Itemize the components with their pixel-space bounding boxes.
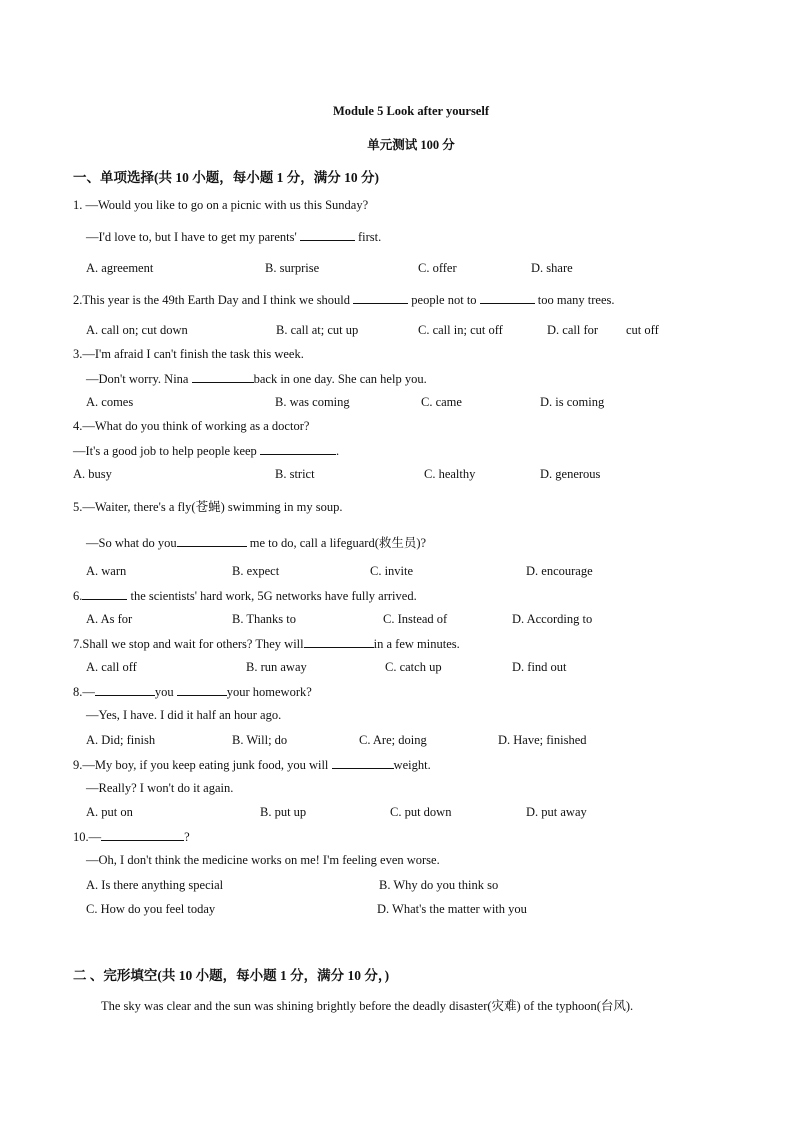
question-4-line-1: 4.—What do you think of working as a doctor? <box>73 419 310 433</box>
question-9-line-2: —Really? I won't do it again. <box>86 781 234 795</box>
q9-option-d: D. put away <box>526 805 587 819</box>
cloze-paragraph-1: The sky was clear and the sun was shining brightly before the deadly disaster(灾难) of the typhoon(台风). <box>101 999 634 1013</box>
q6-text-post: the scientists' hard work, 5G networks have fully arrived. <box>127 589 417 603</box>
question-9-line-1 <box>73 757 431 773</box>
q2-option-d-part-2: cut off <box>626 323 659 337</box>
q4-text-post: . <box>335 444 340 458</box>
q8-blank-2 <box>177 684 227 696</box>
page-subtitle: 单元测试 100 分 <box>367 138 455 152</box>
q2-blank-1 <box>353 292 408 304</box>
question-1-line-1: 1. —Would you like to go on a picnic with us this Sunday? <box>73 198 369 212</box>
question-6-line-1 <box>73 588 417 604</box>
q10-text-post: ? <box>184 830 190 844</box>
q6-option-d: D. According to <box>512 612 593 626</box>
q5-option-d: D. encourage <box>526 564 593 578</box>
q1-text-pre: —I'd love to, but I have to get my parents' <box>86 230 300 244</box>
q7-option-a: A. call off <box>86 660 137 674</box>
question-3-line-2 <box>86 371 427 387</box>
section-heading-multiple-choice: 一、单项选择(共 10 小题，每小题 1 分，满分 10 分) <box>73 170 379 185</box>
q1-text-post: first. <box>354 230 382 244</box>
q3-option-c: C. came <box>421 395 462 409</box>
q5-option-c: C. invite <box>370 564 414 578</box>
q8-option-a: A. Did; finish <box>86 733 156 747</box>
q5-text-pre: —So what do you <box>86 536 177 550</box>
question-10-line-1 <box>73 829 190 845</box>
q4-text-pre: —It's a good job to help people keep <box>73 444 260 458</box>
q5-option-a: A. warn <box>86 564 127 578</box>
q9-text-post: weight. <box>393 758 431 772</box>
q1-option-d: D. share <box>531 261 573 275</box>
page-title: Module 5 Look after yourself <box>332 104 489 118</box>
q3-blank <box>192 371 254 383</box>
q2-option-b: B. call at; cut up <box>276 323 359 337</box>
question-2-line-1 <box>73 292 615 308</box>
q1-option-a: A. agreement <box>86 261 154 275</box>
q2-text-pre: 2.This year is the 49th Earth Day and I think we should <box>73 293 354 307</box>
q2-text-mid: people not to <box>408 293 480 307</box>
q7-blank <box>304 636 374 648</box>
question-8-line-2: —Yes, I have. I did it half an hour ago. <box>86 708 282 722</box>
q8-text-pre: 8.— <box>73 685 95 699</box>
q7-text-pre: 7.Shall we stop and wait for others? They will <box>73 637 304 651</box>
q3-option-b: B. was coming <box>275 395 350 409</box>
q7-option-c: C. catch up <box>385 660 442 674</box>
q4-option-c: C. healthy <box>424 467 476 481</box>
q2-option-c: C. call in; cut off <box>418 323 503 337</box>
q6-option-a: A. As for <box>86 612 133 626</box>
q3-text-post: back in one day. She can help you. <box>253 372 427 386</box>
section-heading-cloze: 二 、完形填空(共 10 小题，每小题 1 分，满分 10 分，) <box>73 968 390 983</box>
q1-blank <box>300 229 355 241</box>
q6-option-b: B. Thanks to <box>232 612 297 626</box>
q4-blank <box>260 443 336 455</box>
q9-option-a: A. put on <box>86 805 133 819</box>
q3-text-pre: —Don't worry. Nina <box>86 372 192 386</box>
q5-option-b: B. expect <box>232 564 280 578</box>
q6-option-c: C. Instead of <box>383 612 448 626</box>
question-10-line-2: —Oh, I don't think the medicine works on me! I'm feeling even worse. <box>86 853 440 867</box>
question-7-line-1 <box>73 636 460 652</box>
q7-text-post: in a few minutes. <box>373 637 460 651</box>
question-1-line-2 <box>86 229 381 245</box>
q7-option-b: B. run away <box>246 660 307 674</box>
q8-option-d: D. Have; finished <box>498 733 587 747</box>
q4-option-d: D. generous <box>540 467 601 481</box>
q7-option-d: D. find out <box>512 660 567 674</box>
q9-text-pre: 9.—My boy, if you keep eating junk food, you will <box>73 758 332 772</box>
q4-option-b: B. strict <box>275 467 315 481</box>
q10-option-d: D. What's the matter with you <box>377 902 527 916</box>
question-4-line-2 <box>73 443 339 459</box>
q8-text-post: your homework? <box>226 685 312 699</box>
q2-blank-2 <box>480 292 535 304</box>
q1-option-b: B. surprise <box>265 261 320 275</box>
q10-text-pre: 10.— <box>73 830 102 844</box>
q10-option-a: A. Is there anything special <box>86 878 224 892</box>
q10-option-c: C. How do you feel today <box>86 902 216 916</box>
q3-option-a: A. comes <box>86 395 134 409</box>
q6-blank <box>82 588 127 600</box>
q8-text-mid: you <box>154 685 177 699</box>
q10-blank <box>101 829 184 841</box>
q10-option-b: B. Why do you think so <box>379 878 499 892</box>
question-8-line-1 <box>73 684 312 700</box>
q5-text-post: me to do, call a lifeguard(救生员)? <box>246 536 427 550</box>
q4-option-a: A. busy <box>73 467 112 481</box>
q8-option-c: C. Are; doing <box>359 733 427 747</box>
q9-option-b: B. put up <box>260 805 307 819</box>
q6-text-pre: 6. <box>73 589 83 603</box>
q9-option-c: C. put down <box>390 805 452 819</box>
q5-blank <box>177 535 247 547</box>
question-5-line-1: 5.—Waiter, there's a fly(苍蝇) swimming in my soup. <box>73 500 343 514</box>
q3-option-d: D. is coming <box>540 395 605 409</box>
q8-option-b: B. Will; do <box>232 733 288 747</box>
q8-blank-1 <box>95 684 155 696</box>
question-3-line-1: 3.—I'm afraid I can't finish the task this week. <box>73 347 304 361</box>
q9-blank <box>332 757 394 769</box>
q2-option-d: D. call for <box>547 323 599 337</box>
q1-option-c: C. offer <box>418 261 457 275</box>
question-5-line-2 <box>86 533 426 551</box>
q2-option-a: A. call on; cut down <box>86 323 188 337</box>
q2-text-post: too many trees. <box>534 293 615 307</box>
